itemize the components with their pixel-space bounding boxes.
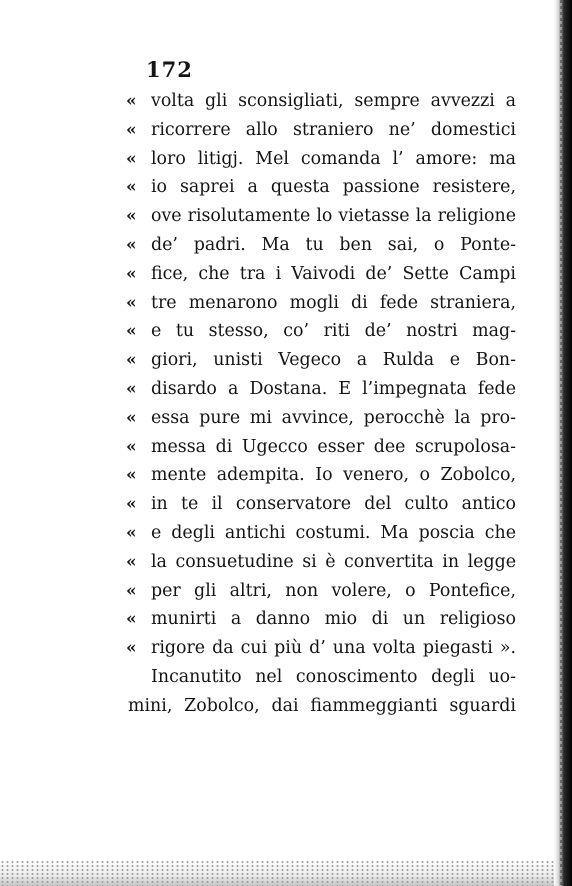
line-text: fice, che tra i Vaivodi de’ Sette Campi (151, 263, 516, 284)
text-line (126, 519, 516, 548)
text-line (126, 461, 516, 490)
line-text: rigore da cui più d’ una volta piegasti ». (151, 638, 516, 659)
text-line (126, 87, 516, 116)
text-line (126, 173, 516, 202)
text-line (126, 202, 516, 231)
text-line (126, 490, 516, 519)
text-line (126, 548, 516, 577)
quote-marker: « (126, 263, 137, 284)
quote-marker: « (126, 177, 137, 198)
line-text: messa di Ugecco esser dee scrupolosa- (151, 436, 516, 457)
line-text: io saprei a questa passione resistere, (151, 177, 516, 198)
line-text: Incanutito nel conoscimento degli uo- (151, 666, 516, 687)
text-line (126, 317, 516, 346)
line-text: la consuetudine si è convertita in legge (151, 551, 516, 572)
line-text: tre menarono mogli di fede straniera, (151, 292, 516, 313)
quote-marker: « (126, 551, 137, 572)
quote-marker: « (126, 119, 137, 140)
text-line (126, 260, 516, 289)
line-text: munirti a danno mio di un religioso (151, 609, 516, 630)
quote-marker: « (126, 234, 137, 255)
text-line (126, 289, 516, 318)
line-text: de’ padri. Ma tu ben sai, o Ponte- (151, 234, 516, 255)
paragraph-first-line (126, 663, 516, 692)
text-line (126, 116, 516, 145)
text-line (126, 577, 516, 606)
line-text: mini, Zobolco, dai fiammeggianti sguardi (128, 695, 516, 716)
quote-marker: « (126, 321, 137, 342)
line-text: giori, unisti Vegeco a Rulda e Bon- (151, 350, 516, 371)
line-text: ricorrere allo straniero ne’ domestici (151, 119, 516, 140)
page-number: 172 (146, 57, 193, 82)
text-line (126, 145, 516, 174)
page-bottom-edge (0, 860, 554, 886)
quote-marker: « (126, 292, 137, 313)
line-text: in te il conservatore del culto antico (151, 494, 516, 515)
page-right-edge (554, 0, 572, 886)
quote-marker: « (126, 609, 137, 630)
quote-marker: « (126, 407, 137, 428)
quote-marker: « (126, 91, 137, 111)
text-line (126, 433, 516, 462)
quote-marker: « (126, 580, 137, 601)
line-text: mente adempita. Io venero, o Zobolco, (151, 465, 516, 486)
quote-marker: « (126, 436, 137, 457)
line-text: e degli antichi costumi. Ma poscia che (151, 522, 516, 543)
text-line (126, 634, 516, 663)
line-text: loro litigj. Mel comanda l’ amore: ma (151, 148, 516, 169)
text-line (126, 692, 516, 721)
quote-marker: « (126, 206, 137, 227)
text-line (126, 404, 516, 433)
line-text: volta gli sconsigliati, sempre avvezzi a (151, 91, 516, 111)
text-line (126, 231, 516, 260)
line-text: per gli altri, non volere, o Pontefice, (151, 580, 516, 601)
quote-marker: « (126, 148, 137, 169)
line-text: e tu stesso, co’ riti de’ nostri mag- (151, 321, 516, 342)
quote-marker: « (126, 494, 137, 515)
quote-marker: « (126, 465, 137, 486)
line-text: essa pure mi avvince, perocchè la pro- (151, 407, 516, 428)
text-line (126, 375, 516, 404)
quote-marker: « (126, 350, 137, 371)
line-text: ove risolutamente lo vietasse la religione (151, 206, 516, 227)
text-line (126, 346, 516, 375)
text-line (126, 605, 516, 634)
body-text (126, 87, 516, 721)
line-text: disardo a Dostana. E l’impegnata fede (151, 378, 516, 399)
quote-marker: « (126, 638, 137, 659)
quote-marker: « (126, 378, 137, 399)
quote-marker: « (126, 522, 137, 543)
